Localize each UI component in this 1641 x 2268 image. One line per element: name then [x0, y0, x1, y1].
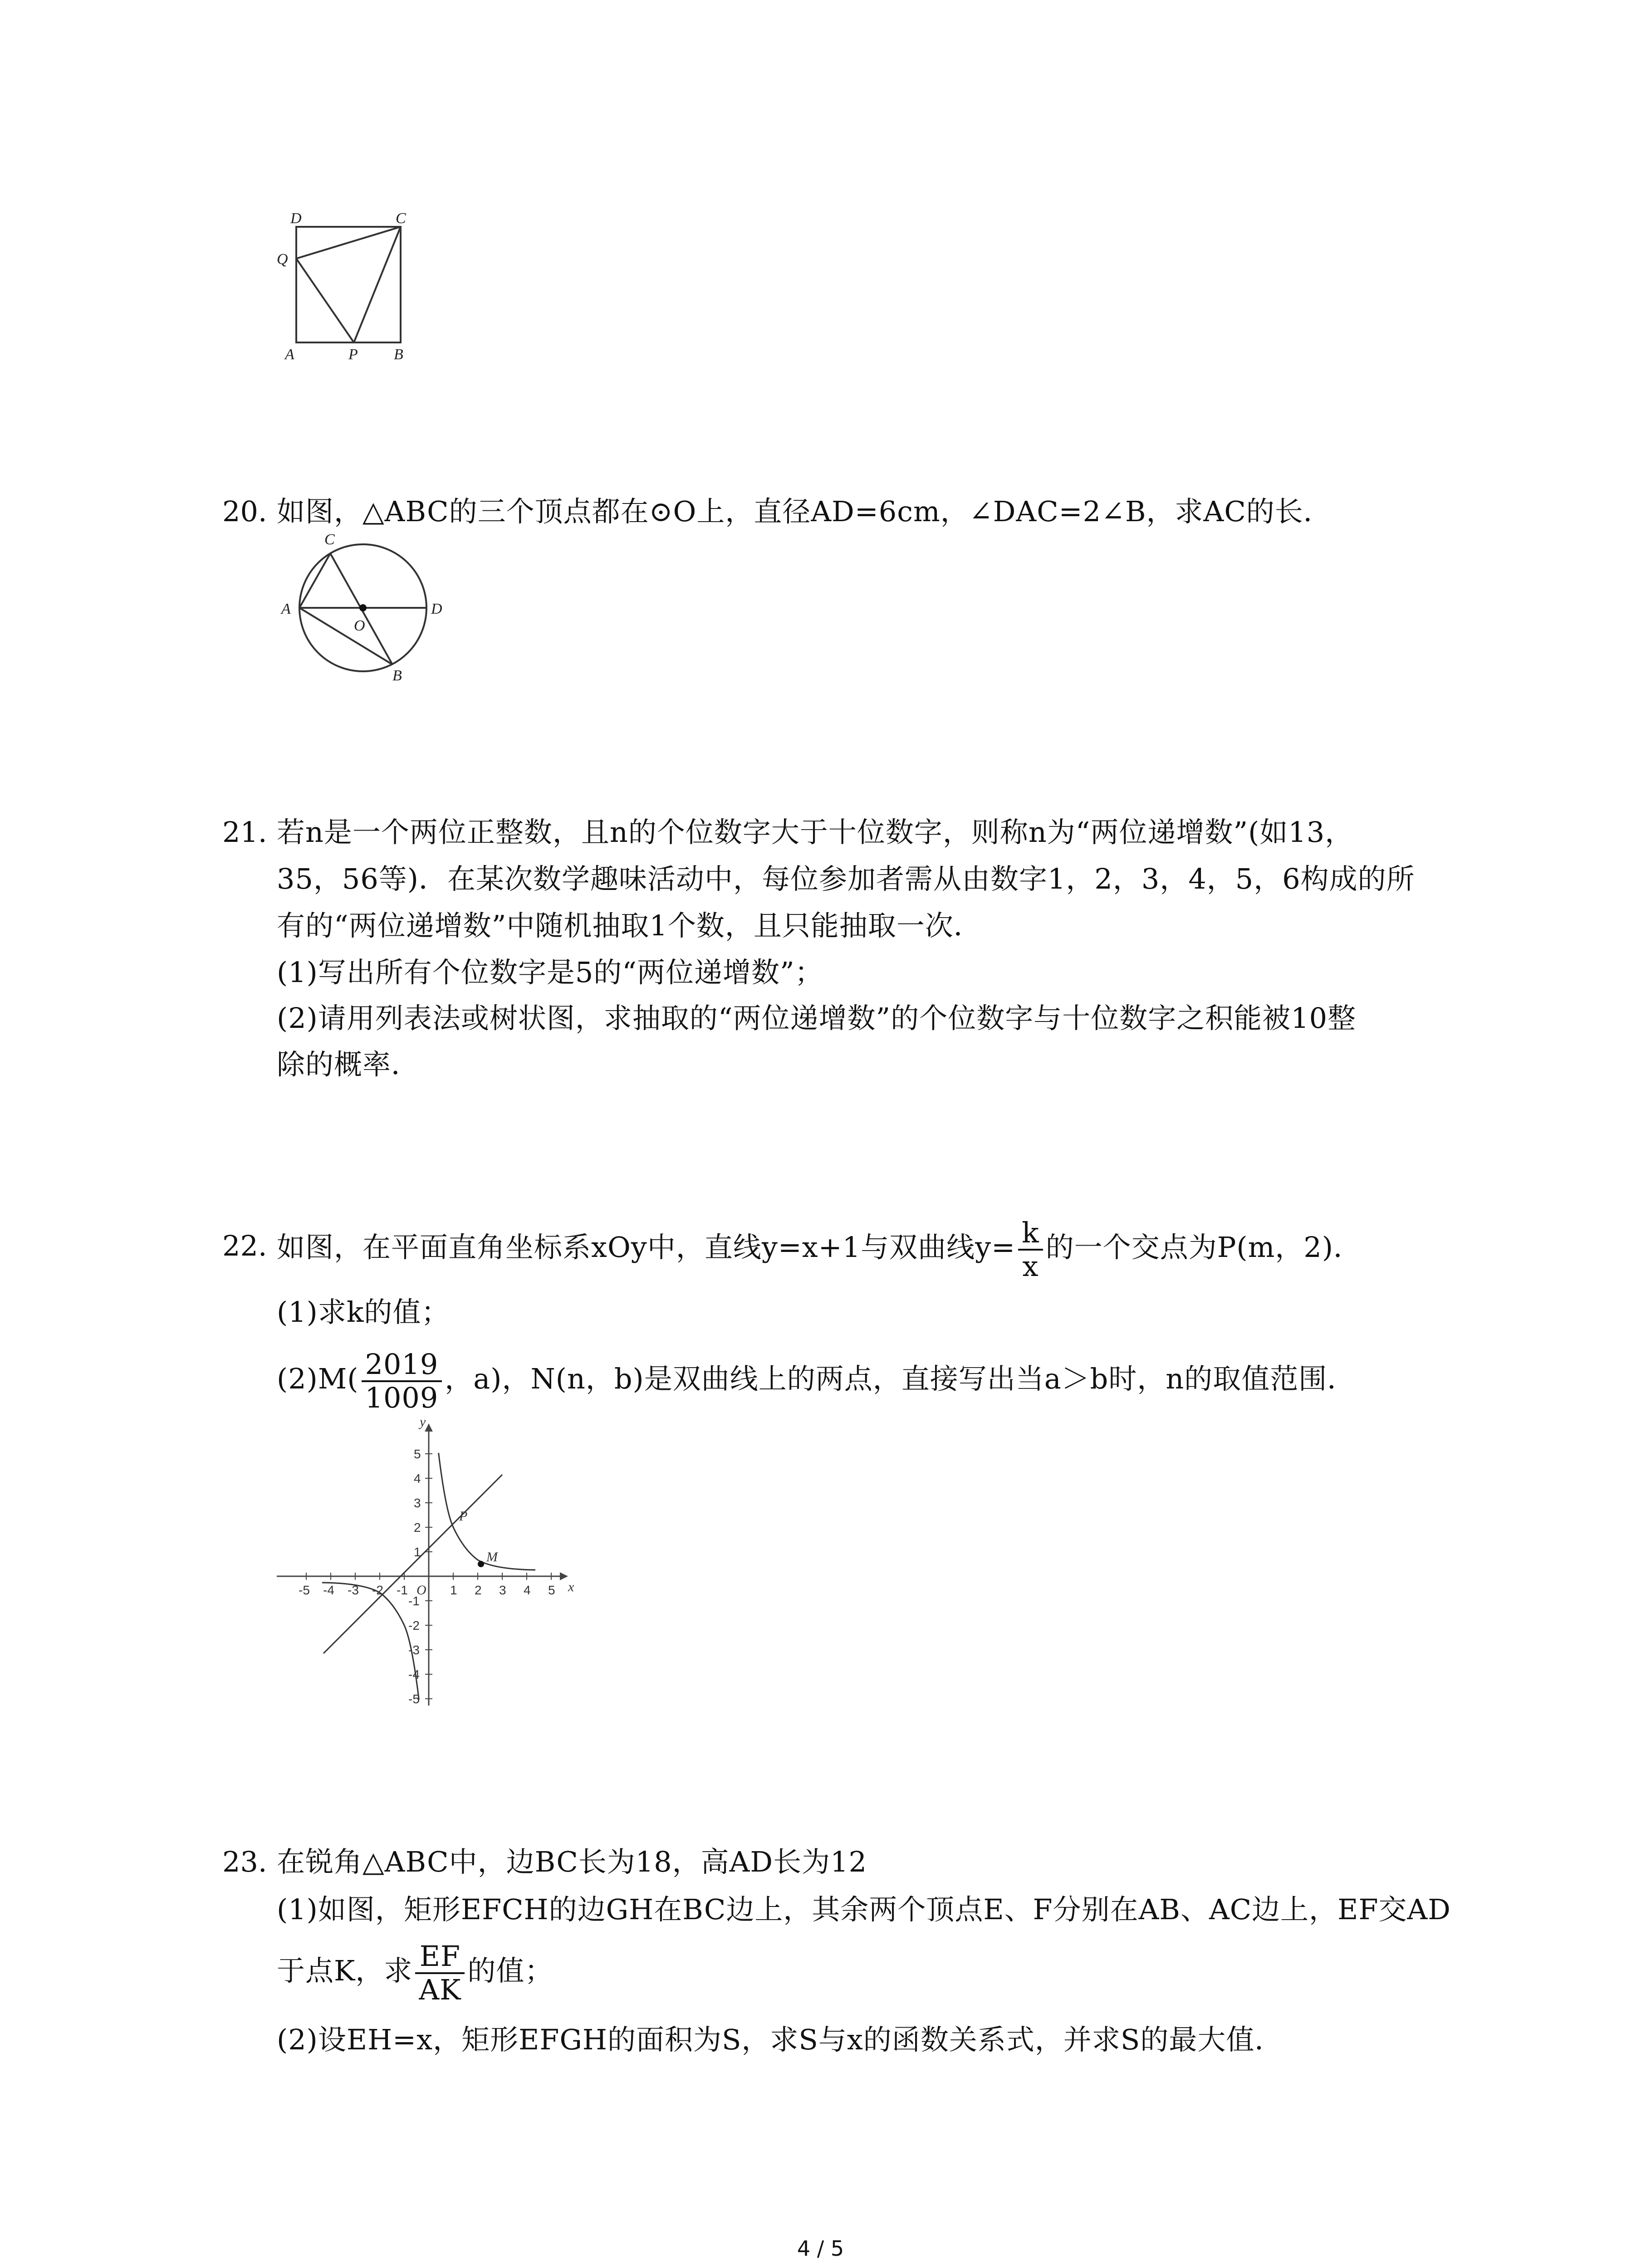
question-21-line-1: 若n是一个两位正整数，且n的个位数字大于十位数字，则称n为“两位递增数”(如13，	[277, 816, 1354, 849]
question-22-number: 22.	[222, 1229, 267, 1262]
question-22-part-2-b: ，a)，N(n，b)是双曲线上的两点，直接写出当a＞b时，n的取值范围．	[445, 1362, 1356, 1395]
figure-circle-o	[272, 528, 463, 683]
question-22-text-a: 如图，在平面直角坐标系xOy中，直线y=x+1与双曲线y=	[277, 1231, 1016, 1264]
y-tick-label: -5	[408, 1692, 420, 1706]
fraction-numerator: EF	[415, 1941, 465, 1974]
fraction-denominator: 1009	[365, 1381, 439, 1414]
y-tick-label: -1	[408, 1594, 420, 1608]
question-23-text-b: 的值；	[467, 1954, 554, 1987]
y-tick-label: 2	[414, 1520, 421, 1535]
question-21-line-3: 有的“两位递增数”中随机抽取1个数，且只能抽取一次．	[277, 909, 982, 942]
question-23-part-1: (1)如图，矩形EFCH的边GH在BC边上，其余两个顶点E、F分别在AB、AC边上，EF交AD	[277, 1893, 1451, 1926]
y-tick-label: -2	[408, 1618, 420, 1633]
x-tick-label: -1	[397, 1583, 408, 1597]
origin-label: O	[416, 1583, 426, 1598]
x-tick-label: -5	[299, 1583, 310, 1597]
x-tick-label: -4	[323, 1583, 334, 1597]
fraction-2019-over-1009	[362, 1349, 442, 1414]
question-20-number: 20.	[222, 495, 267, 528]
question-23-line-1: 在锐角△ABC中，边BC长为18，高AD长为12	[277, 1845, 867, 1878]
question-21-line-2: 35，56等)．在某次数学趣味活动中，每位参加者需从由数字1，2，3，4，5，6构成的所	[277, 862, 1415, 895]
fraction-k-over-x	[1018, 1217, 1043, 1282]
y-tick-label: 3	[414, 1496, 421, 1510]
x-tick-label: -2	[372, 1583, 383, 1597]
y-tick-label: -4	[408, 1667, 420, 1681]
fraction-numerator: k	[1018, 1217, 1043, 1251]
figure-square-abcd	[277, 210, 426, 367]
question-23-part-2: (2)设EH=x，矩形EFGH的面积为S，求S与x的函数关系式，并求S的最大值．	[277, 2023, 1283, 2056]
fraction-denominator: x	[1022, 1249, 1039, 1283]
question-21-part-2: (2)请用列表法或树状图，求抽取的“两位递增数”的个位数字与十位数字之积能被10整	[277, 1002, 1357, 1035]
x-tick-label: 4	[524, 1583, 531, 1597]
question-22-part-1: (1)求k的值；	[277, 1295, 450, 1329]
question-21-part-1: (1)写出所有个位数字是5的“两位递增数”；	[277, 956, 823, 989]
point-m	[478, 1561, 484, 1567]
label-b: B	[394, 346, 403, 363]
x-tick-label: -3	[348, 1583, 359, 1597]
question-21-line-6: 除的概率．	[277, 1048, 420, 1081]
y-tick-label: 1	[414, 1545, 421, 1559]
fraction-ef-over-ak	[415, 1941, 465, 2006]
fraction-denominator: AK	[419, 1973, 461, 2006]
label-c: C	[396, 210, 406, 227]
question-21-number: 21.	[222, 816, 267, 849]
page-number: 4 / 5	[797, 2236, 844, 2261]
question-23-number: 23.	[222, 1845, 267, 1878]
x-tick-label: 3	[499, 1583, 506, 1597]
x-axis-label: x	[568, 1579, 574, 1594]
label-a: A	[281, 601, 291, 617]
label-b: B	[392, 667, 402, 684]
y-axis-label: y	[420, 1414, 426, 1429]
label-c: C	[324, 531, 335, 548]
point-p-label: P	[459, 1509, 468, 1524]
y-tick-label: -3	[408, 1643, 420, 1657]
question-22-text-b: 的一个交点为P(m，2)．	[1045, 1231, 1362, 1264]
y-tick-label: 4	[414, 1471, 421, 1486]
question-22-line-1	[277, 1207, 1362, 1288]
x-tick-label: 5	[548, 1583, 555, 1597]
x-tick-label: 2	[475, 1583, 482, 1597]
label-a: A	[285, 346, 294, 363]
question-20-text: 如图，△ABC的三个顶点都在⊙O上，直径AD=6cm，∠DAC=2∠B，求AC的长．	[277, 495, 1332, 528]
x-tick-label: 1	[450, 1583, 457, 1597]
label-d: D	[431, 601, 442, 617]
question-22-part-2-a: (2)M(	[277, 1362, 359, 1395]
label-d: D	[290, 210, 302, 227]
fraction-numerator: 2019	[362, 1349, 442, 1382]
label-p: P	[348, 346, 358, 363]
question-23-line-3	[277, 1930, 553, 2012]
point-m-label: M	[486, 1549, 498, 1564]
figure-coordinate-graph	[272, 1414, 590, 1710]
question-23-text-a: 于点K，求	[277, 1954, 413, 1987]
label-o: O	[354, 617, 365, 634]
y-tick-label: 5	[414, 1447, 421, 1461]
question-22-part-2	[277, 1338, 1356, 1420]
label-q: Q	[277, 251, 288, 268]
